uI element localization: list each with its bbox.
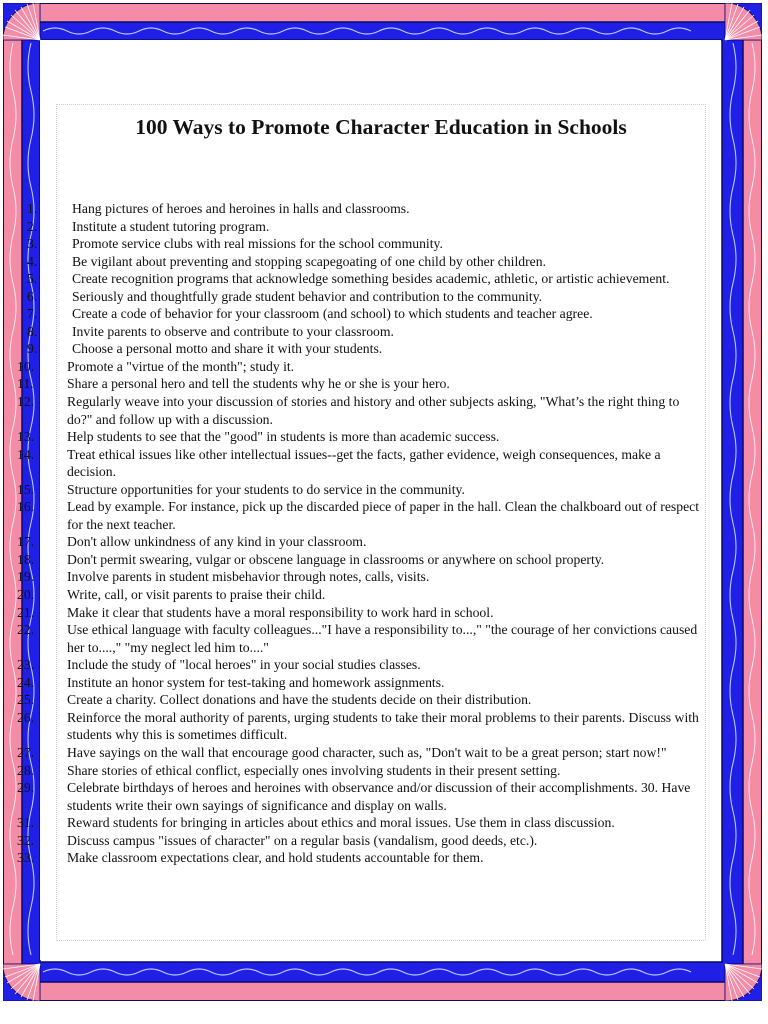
list-item-number: 32. [17, 832, 35, 848]
list-item-text: Don't permit swearing, vulgar or obscene language in classrooms or anywhere on school property. [67, 551, 605, 567]
list-item-number: 18. [17, 551, 35, 567]
list-item-number: 3. [27, 236, 38, 252]
list-item-number: 21. [17, 604, 35, 620]
list-item-text: Regularly weave into your discussion of stories and history and other subjects asking, "What’s the right thing to do?" and follow up with a discussion. [67, 394, 680, 427]
list-item-text: Hang pictures of heroes and heroines in halls and classrooms. [72, 201, 410, 216]
list-item-text: Have sayings on the wall that encourage good character, such as, "Don't wait to be a great person; start now!" [67, 744, 667, 760]
list-item-text: Write, call, or visit parents to praise their child. [67, 587, 326, 603]
list-item-text: Make classroom expectations clear, and hold students accountable for them. [67, 850, 484, 866]
list-item [17, 709, 707, 744]
list-item-number: 20. [17, 587, 35, 603]
list-item-number: 1. [27, 201, 38, 216]
list-item [27, 323, 707, 341]
list-item-number: 26. [17, 709, 35, 725]
list-item-number: 24. [17, 674, 35, 690]
list-item [17, 674, 707, 692]
list-item-text: Create a code of behavior for your classroom (and school) to which students and teacher agree. [72, 306, 593, 322]
list-item-number: 29. [17, 780, 35, 796]
list-item-text: Share stories of ethical conflict, especially ones involving students in their present setting. [67, 762, 561, 778]
list-item-text: Create recognition programs that acknowledge something besides academic, athletic, or artistic achievement. [72, 271, 670, 287]
list-item [27, 235, 707, 253]
list-item [17, 849, 707, 867]
list-item [17, 428, 707, 446]
corner-fan-icon [3, 964, 40, 1001]
list-item-text: Discuss campus "issues of character" on a regular basis (vandalism, good deeds, etc.). [67, 832, 538, 848]
list-item-number: 17. [17, 534, 35, 550]
list-item-number: 33. [17, 850, 35, 866]
list-item [27, 200, 707, 218]
list-item [17, 375, 707, 393]
list-item-number: 2. [27, 218, 38, 234]
list-item [17, 744, 707, 762]
list-item-number: 9. [27, 341, 38, 357]
list-item [17, 568, 707, 586]
list-item-number: 12. [17, 394, 35, 410]
list-item [27, 340, 707, 358]
list-item-text: Include the study of "local heroes" in your social studies classes. [67, 657, 421, 673]
list-item [17, 832, 707, 850]
list-item [17, 481, 707, 499]
list-item-number: 15. [17, 481, 35, 497]
corner-fan-icon [725, 3, 762, 40]
list-item-number: 11. [17, 376, 34, 392]
list-item [17, 604, 707, 622]
list-item-number: 7. [27, 306, 38, 322]
list-item-number: 6. [27, 288, 38, 304]
list-item [27, 305, 707, 323]
list-item-text: Promote a "virtue of the month"; study it. [67, 358, 295, 374]
list-item-number: 27. [17, 744, 35, 760]
list-item [17, 814, 707, 832]
list-item [17, 621, 707, 656]
list-item [17, 762, 707, 780]
list-item-text: Choose a personal motto and share it with your students. [72, 341, 383, 357]
list-item [17, 779, 707, 814]
list-item-text: Create a charity. Collect donations and have the students decide on their distribution. [67, 692, 532, 708]
list-item-text: Invite parents to observe and contribute to your classroom. [72, 323, 394, 339]
list-item-number: 22. [17, 622, 35, 638]
list-item-text: Reward students for bringing in articles about ethics and moral issues. Use them in class discussion. [67, 815, 615, 831]
list-item-text: Share a personal hero and tell the students why he or she is your hero. [67, 376, 450, 392]
list-item-text: Celebrate birthdays of heroes and heroines with observance and/or discussion of their accomplishments. 30. Have students write their own sayings of significance and display on walls. [67, 780, 691, 813]
list-item [17, 498, 707, 533]
list-item [27, 288, 707, 306]
list-item-number: 13. [17, 429, 35, 445]
list-item-text: Help students to see that the "good" in students is more than academic success. [67, 429, 500, 445]
list-item-text: Lead by example. For instance, pick up the discarded piece of paper in the hall. Clean the chalkboard out of respect for the next teacher. [67, 499, 700, 532]
list-item-number: 14. [17, 446, 35, 462]
list-item-text: Structure opportunities for your students to do service in the community. [67, 481, 465, 497]
corner-fan-icon [3, 3, 40, 40]
list-item-number: 25. [17, 692, 35, 708]
document-page [17, 40, 721, 960]
list-item-number: 23. [17, 657, 35, 673]
list-item [17, 691, 707, 709]
content-area [17, 104, 706, 941]
list-item-text: Reinforce the moral authority of parents, urging students to take their moral problems to their parents. Discuss with students why this is sometimes difficult. [67, 709, 699, 743]
list-item [17, 656, 707, 674]
list-item-number: 8. [27, 323, 38, 339]
list-item-number: 28. [17, 762, 35, 778]
list-item [17, 393, 707, 428]
list-item-number: 19. [17, 569, 35, 585]
list-item [17, 446, 707, 481]
list-item-text: Use ethical language with faculty colleagues..."I have a responsibility to...," "the courage of her convictions caused her to....," "my neglect led him to...." [67, 622, 698, 655]
list-item-text: Institute a student tutoring program. [72, 218, 270, 234]
list-item-number: 16. [17, 499, 35, 515]
list-item-number: 10. [17, 358, 35, 374]
list-item-text: Institute an honor system for test-taking and homework assignments. [67, 674, 445, 690]
list-item [27, 253, 707, 271]
list-item-text: Make it clear that students have a moral responsibility to work hard in school. [67, 604, 494, 620]
list-item [17, 533, 707, 551]
list-item [17, 358, 707, 376]
list-item-text: Be vigilant about preventing and stopping scapegoating of one child by other children. [72, 253, 547, 269]
list-item-number: 4. [27, 253, 38, 269]
list-item-text: Treat ethical issues like other intellectual issues--get the facts, gather evidence, weigh consequences, make a decision. [67, 446, 661, 480]
character-education-list [17, 200, 707, 867]
list-item-number: 5. [27, 271, 38, 287]
list-item-text: Seriously and thoughtfully grade student behavior and contribution to the community. [72, 288, 543, 304]
list-item-number: 31. [17, 815, 35, 831]
list-item-text: Promote service clubs with real missions for the school community. [72, 236, 443, 252]
document-title: 100 Ways to Promote Character Education in Schools [135, 115, 627, 139]
list-item [27, 218, 707, 236]
list-item [17, 551, 707, 569]
list-item-text: Don't allow unkindness of any kind in your classroom. [67, 534, 367, 550]
corner-fan-icon [725, 964, 762, 1001]
list-item [27, 270, 707, 288]
list-item-text: Involve parents in student misbehavior through notes, calls, visits. [67, 569, 430, 585]
list-item [17, 586, 707, 604]
